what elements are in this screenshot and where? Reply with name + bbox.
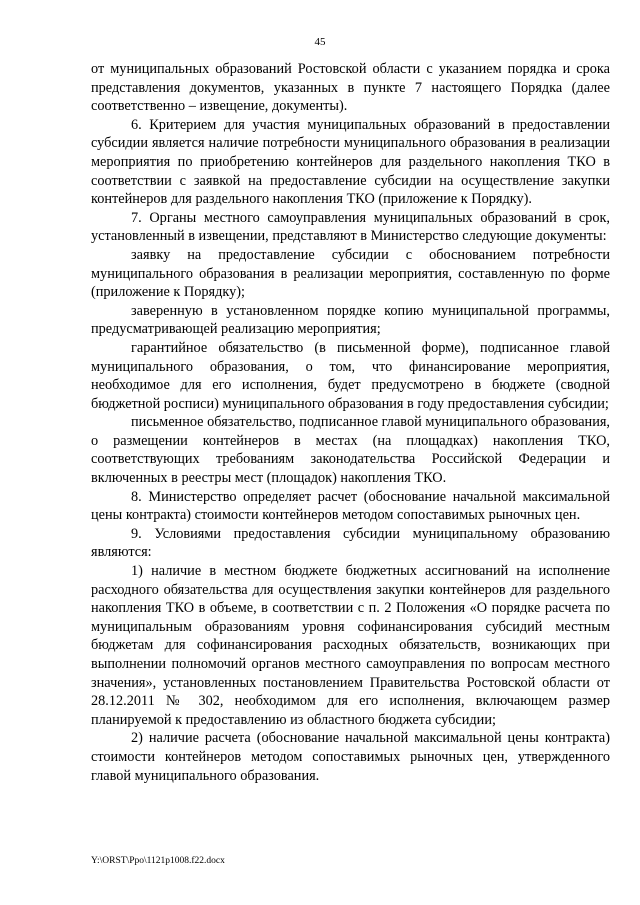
paragraph: гарантийное обязательство (в письменной форме), подписанное главой муниципального образования, о том, что финансирование мероприятия, необходимое для его исполнения, будет предусмотрено в бюджете (сводной бюджетной росписи) муниципального образования в году предоставления субсидии;: [91, 339, 610, 412]
document-body: [91, 60, 610, 785]
page-number: 45: [314, 36, 326, 48]
paragraph: заверенную в установленном порядке копию муниципальной программы, предусматривающей реализацию мероприятия;: [91, 302, 610, 338]
paragraph: от муниципальных образований Ростовской области с указанием порядка и срока представления документов, указанных в пункте 7 настоящего Порядка (далее соответственно – извещение, документы).: [91, 61, 610, 115]
paragraph: заявку на предоставление субсидии с обоснованием потребности муниципального образования в реализации мероприятия, составленную по форме (приложение к Порядку);: [91, 246, 610, 301]
paragraph: письменное обязательство, подписанное главой муниципального образования, о размещении контейнеров в местах (на площадках) накопления ТКО, соответствующих требованиям законодательства Российской Федерации и включенных в реестры мест (площадок) накопления ТКО.: [91, 414, 610, 487]
file-path-footer: Y:\ORST\Ppo\1121p1008.f22.docx: [91, 856, 225, 866]
paragraph: 8. Министерство определяет расчет (обоснование начальной максимальной цены контракта) стоимости контейнеров методом сопоставимых рыночных цен.: [91, 488, 610, 524]
paragraph: 2) наличие расчета (обоснование начальной максимальной цены контракта) стоимости контейнеров методом сопоставимых рыночных цен, утвержденного главой муниципального образования.: [91, 730, 610, 784]
paragraph: 6. Критерием для участия муниципальных образований в предоставлении субсидии является наличие потребности муниципального образования в реализации мероприятия по приобретению контейнеров для раздельного накопления ТКО в соответствии с заявкой на предоставление субсидии на осуществление закупки контейнеров для раздельного накопления ТКО (приложение к Порядку).: [91, 116, 610, 208]
paragraph: 1) наличие в местном бюджете бюджетных ассигнований на исполнение расходного обязательства для осуществления закупки контейнеров для раздельного накопления ТКО в объеме, в соответствии с п. 2 Положения «О порядке расчета по муниципальным образованиям уровня софинансирования субсидий местным бюджетам для софинансирования расходных обязательств, возникающих при выполнении полномочий органов местного самоуправления по вопросам местного значения», установленных постановлением Правительства Ростовской области от 28.12.2011 № 302, необходимом для его исполнения, включающем размер планируемой к предоставлению из областного бюджета субсидии;: [91, 563, 610, 728]
paragraph: 7. Органы местного самоуправления муниципальных образований в срок, установленный в извещении, представляют в Министерство следующие документы:: [91, 209, 610, 245]
paragraph: 9. Условиями предоставления субсидии муниципальному образованию являются:: [91, 525, 610, 561]
